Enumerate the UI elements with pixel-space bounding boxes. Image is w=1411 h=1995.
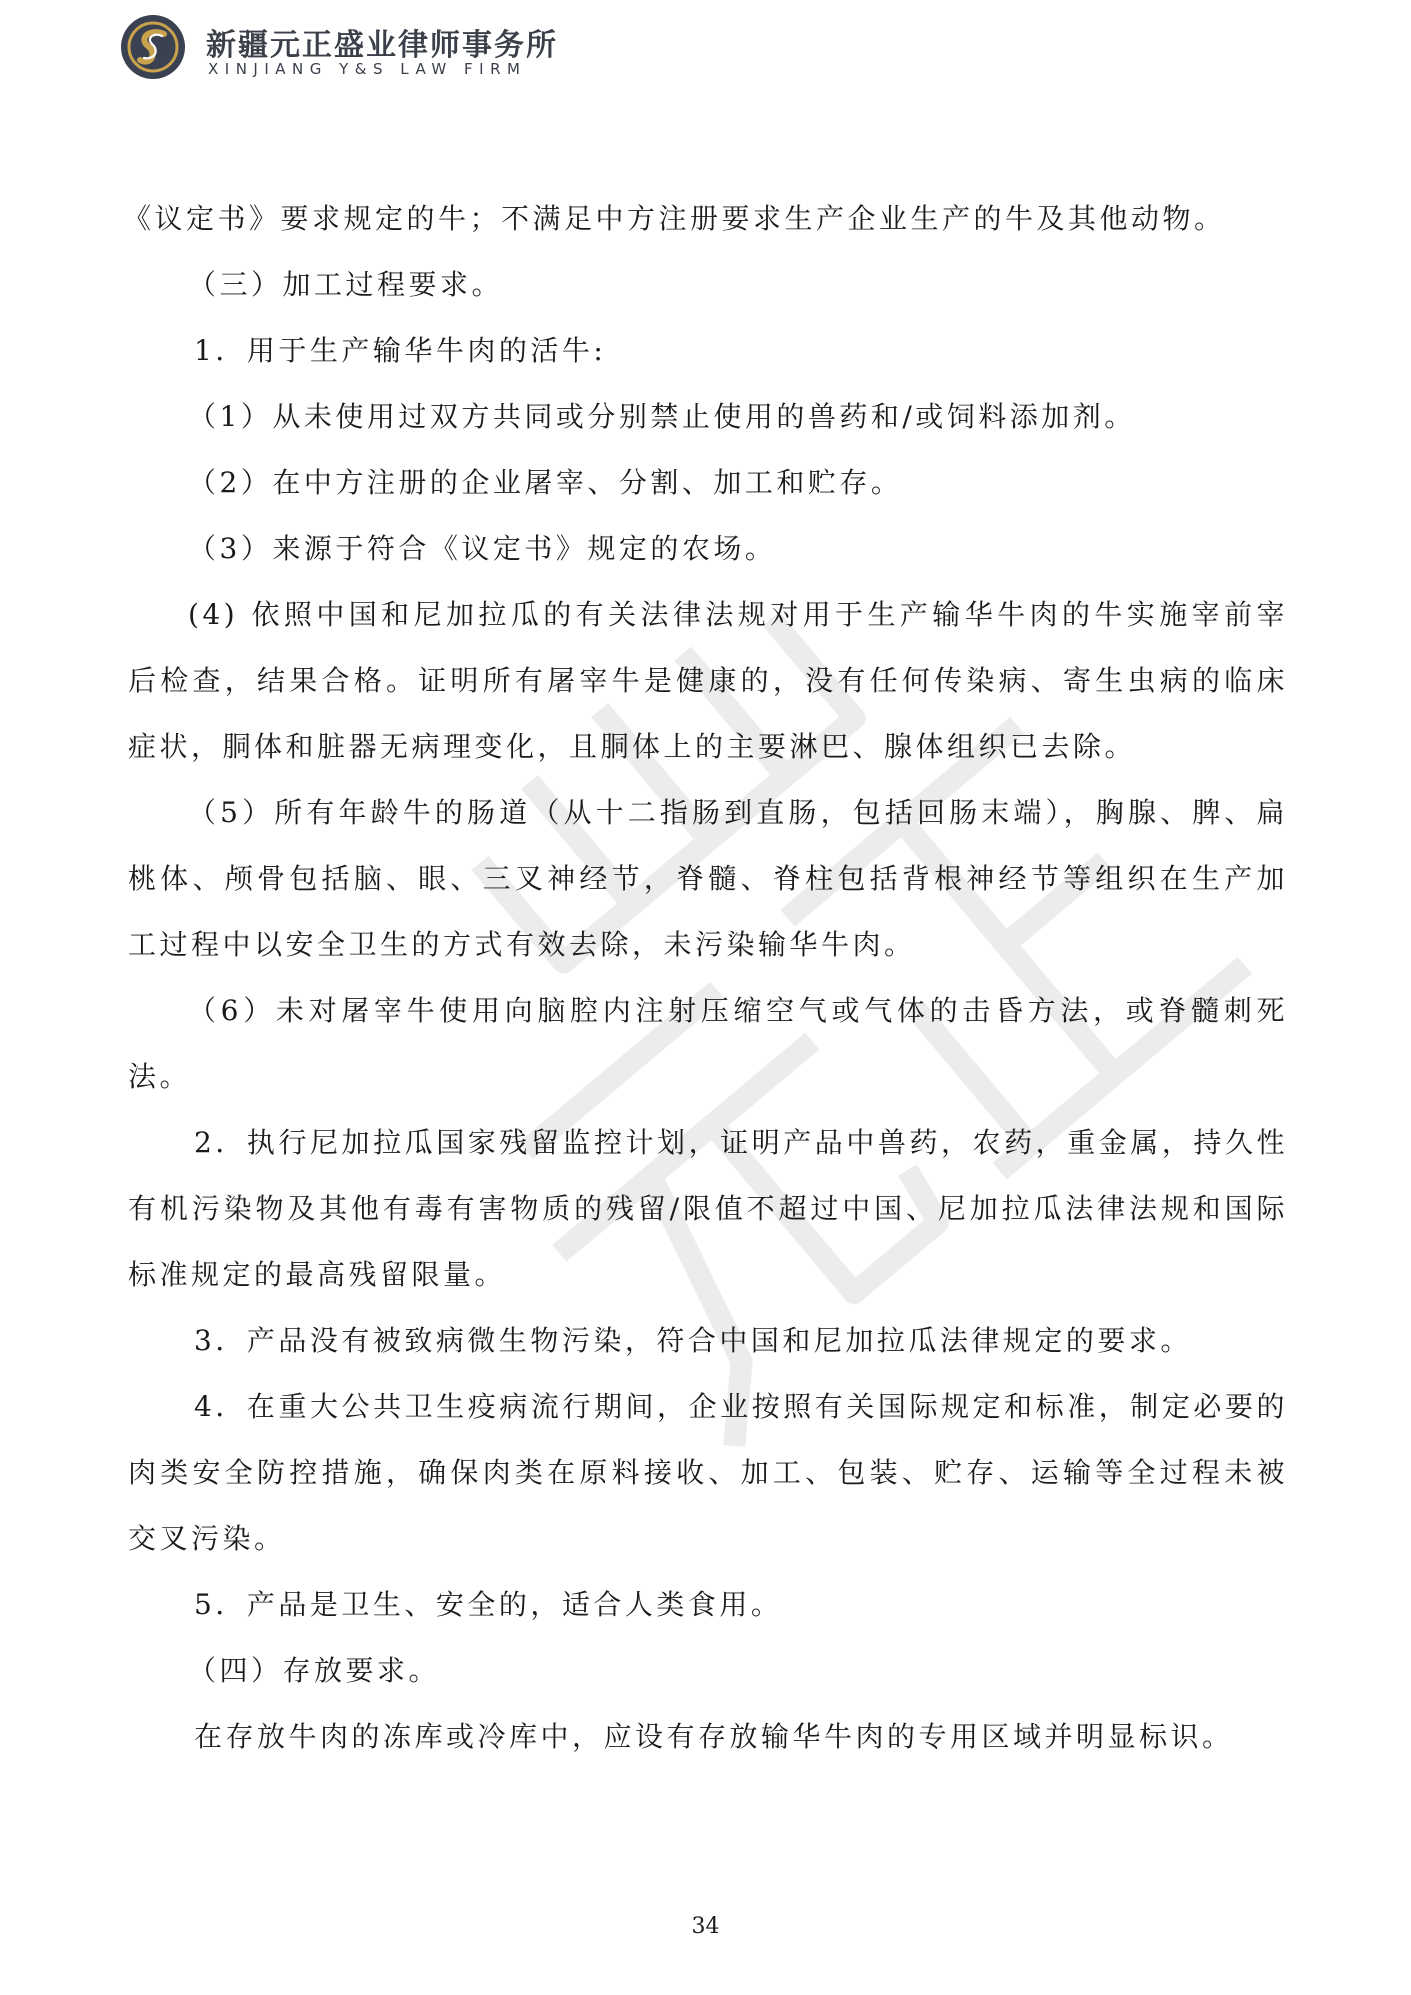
section-heading-processing: （三）加工过程要求。: [188, 268, 504, 301]
firm-name-chinese: 新疆元正盛业律师事务所: [206, 28, 558, 63]
page-number: 34: [691, 1914, 720, 1939]
item-4-epidemic-measures: 4．在重大公共卫生疫病流行期间，企业按照有关国际规定和标准，制定必要的肉类安全防控措施，确保肉类在原料接收、加工、包装、贮存、运输等全过程未被交叉污染。: [128, 1390, 1288, 1555]
sub-item-6: （6）未对屠宰牛使用向脑腔内注射压缩空气或气体的击昏方法，或脊髓刺死法。: [128, 994, 1288, 1093]
item-3-pathogen-free: 3．产品没有被致病微生物污染，符合中国和尼加拉瓜法律规定的要求。: [194, 1324, 1192, 1357]
paragraph-continued: 《议定书》要求规定的牛；不满足中方注册要求生产企业生产的牛及其他动物。: [123, 202, 1226, 235]
sub-item-4: (4) 依照中国和尼加拉瓜的有关法律法规对用于生产输华牛肉的牛实施宰前宰后检查，结果合格。证明所有屠宰牛是健康的，没有任何传染病、寄生虫病的临床症状，胴体和脏器无病理变化，且胴体上的主要淋巴、腺体组织已去除。: [128, 598, 1288, 763]
item-2-residue-monitoring: 2．执行尼加拉瓜国家残留监控计划，证明产品中兽药，农药，重金属，持久性有机污染物及其他有毒有害物质的残留/限值不超过中国、尼加拉瓜法律法规和国际标准规定的最高残留限量。: [128, 1126, 1288, 1291]
document-body: [123, 186, 1288, 1770]
letterhead: [120, 14, 820, 84]
section-heading-storage: （四）存放要求。: [188, 1654, 441, 1687]
storage-requirement: 在存放牛肉的冻库或冷库中，应设有存放输华牛肉的专用区域并明显标识。: [194, 1720, 1234, 1753]
item-1-live-cattle: 1．用于生产输华牛肉的活牛:: [194, 334, 607, 367]
item-5-fit-for-consumption: 5．产品是卫生、安全的，适合人类食用。: [194, 1588, 783, 1621]
sub-item-2: （2）在中方注册的企业屠宰、分割、加工和贮存。: [188, 466, 903, 499]
firm-name-english: XINJIANG Y&S LAW FIRM: [208, 60, 527, 78]
sub-item-3: （3）来源于符合《议定书》规定的农场。: [188, 532, 777, 565]
firm-logo-icon: [120, 14, 186, 80]
sub-item-1: （1）从未使用过双方共同或分别禁止使用的兽药和/或饲料添加剂。: [188, 400, 1136, 433]
sub-item-5: （5）所有年龄牛的肠道（从十二指肠到直肠，包括回肠末端），胸腺、脾、扁桃体、颅骨包括脑、眼、三叉神经节，脊髓、脊柱包括背根神经节等组织在生产加工过程中以安全卫生的方式有效去除，未污染输华牛肉。: [128, 796, 1288, 961]
